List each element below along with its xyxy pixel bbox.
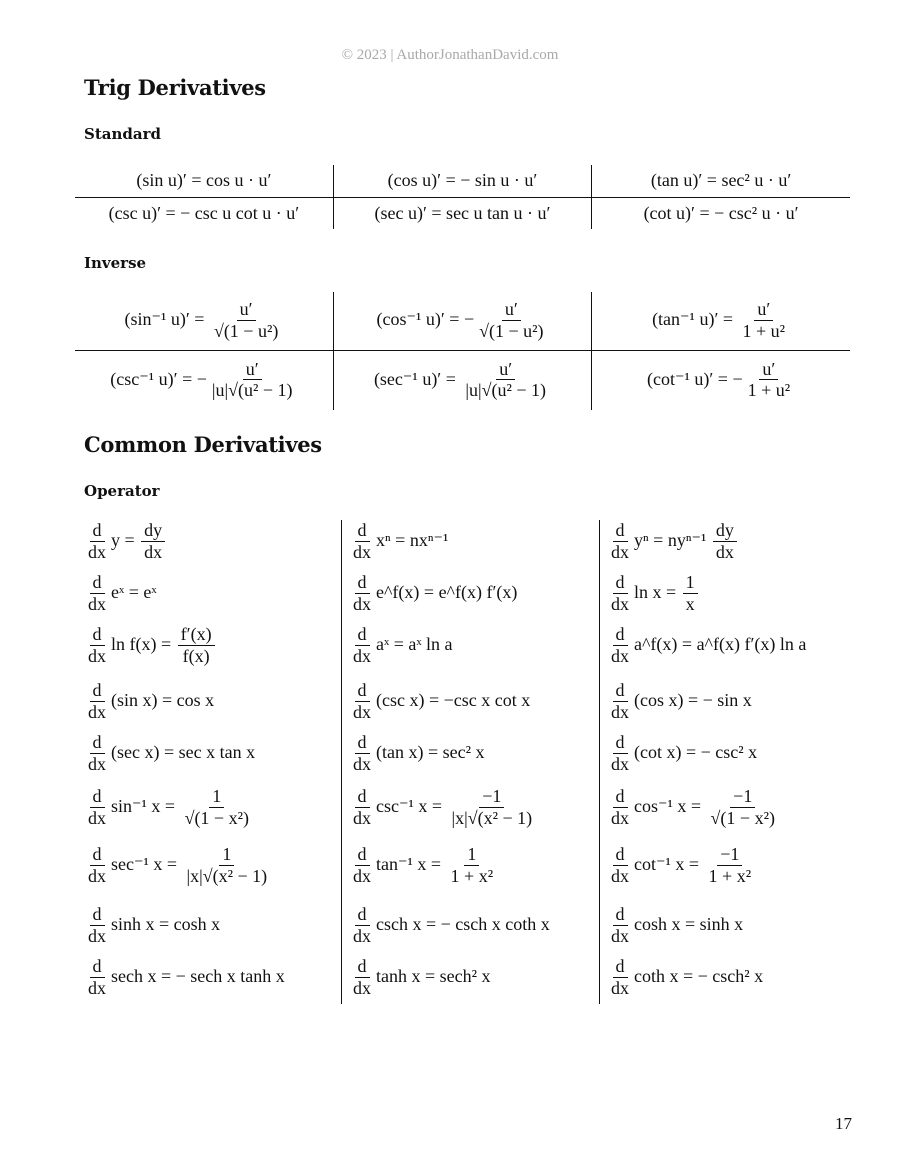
formula-text: cos⁻¹ x = [634, 795, 702, 816]
subsection-title-operator: Operator [84, 482, 160, 500]
derivative-formula [600, 680, 752, 723]
section-title-trig-derivatives: Trig Derivatives [84, 75, 266, 100]
formula-cell: (tan⁻¹ u)′ = $\frac{u'}{\text{1 + u²}}$ [592, 292, 850, 350]
d-dx-operator: $\frac{d}{dx}$ [353, 844, 371, 886]
formula-cell: (cot u)′ = − csc² u · u′ [592, 197, 850, 229]
formula-text: eˣ = eˣ [111, 581, 157, 602]
d-dx-operator: $\frac{d}{dx}$ [88, 904, 106, 946]
derivative-formula [342, 680, 530, 723]
derivative-formula [600, 732, 757, 775]
formula-text: tanh x = sech² x [376, 965, 491, 986]
formula-text: (sec x) = sec x tan x [111, 741, 256, 762]
derivative-formula [600, 904, 743, 947]
formula-cell: (cot⁻¹ u)′ = − $\frac{u'}{\text{1 + u²}}$ [592, 350, 850, 410]
subsection-title-standard: Standard [84, 125, 161, 143]
derivative-formula [342, 520, 448, 563]
formula-text: csch x = − csch x coth x [376, 913, 550, 934]
formula-text: coth x = − csch² x [634, 965, 764, 986]
derivative-formula [342, 732, 485, 775]
d-dx-operator: $\frac{d}{dx}$ [353, 680, 371, 722]
formula-text: aˣ = aˣ ln a [376, 633, 453, 654]
formula-fraction: $\frac{1}{\text{√(1 − x²)}}$ [184, 786, 249, 828]
formula-text: y = [111, 529, 135, 550]
d-dx-operator: $\frac{d}{dx}$ [88, 786, 106, 828]
derivative-formula [600, 572, 700, 615]
formula-text: yⁿ = nyⁿ⁻¹ [634, 529, 707, 550]
formula-text: (csc x) = −csc x cot x [376, 689, 531, 710]
d-dx-operator: $\frac{d}{dx}$ [353, 572, 371, 614]
formula-text: sinh x = cosh x [111, 913, 221, 934]
formula-cell: (sec u)′ = sec u tan u · u′ [333, 197, 591, 229]
d-dx-operator: $\frac{d}{dx}$ [611, 624, 629, 666]
formula-text: (tan x) = sec² x [376, 741, 485, 762]
formula-text: sin⁻¹ x = [111, 795, 176, 816]
derivative-formula [83, 572, 157, 615]
formula-text: (sin x) = cos x [111, 689, 215, 710]
derivative-formula [600, 786, 780, 829]
formula-text: cosh x = sinh x [634, 913, 744, 934]
derivative-formula [342, 844, 498, 887]
derivative-formula [83, 786, 254, 829]
d-dx-operator: $\frac{d}{dx}$ [353, 624, 371, 666]
formula-text: ln x = [634, 581, 677, 602]
formula-fraction: $\frac{1}{\text{1 + x²}}$ [450, 844, 494, 886]
operator-derivatives-grid [75, 520, 850, 1004]
inverse-derivatives-table [75, 292, 850, 410]
d-dx-operator: $\frac{d}{dx}$ [88, 956, 106, 998]
formula-cell: (cos u)′ = − sin u · u′ [333, 165, 591, 197]
derivative-formula [342, 572, 517, 615]
derivative-formula [600, 956, 763, 999]
derivative-formula [83, 680, 214, 723]
d-dx-operator: $\frac{d}{dx}$ [88, 572, 106, 614]
d-dx-operator: $\frac{d}{dx}$ [88, 520, 106, 562]
derivative-formula [342, 956, 491, 999]
derivative-formula [342, 624, 453, 667]
formula-fraction: $\frac{-1}{\text{1 + x²}}$ [708, 844, 752, 886]
formula-text: sech x = − sech x tanh x [111, 965, 285, 986]
d-dx-operator: $\frac{d}{dx}$ [611, 956, 629, 998]
formula-cell: (sin⁻¹ u)′ = $\frac{u'}{\text{√(1 − u²)}}$ [124, 299, 279, 341]
formula-text: (cos x) = − sin x [634, 689, 752, 710]
formula-cell: (sec⁻¹ u)′ = $\frac{u'}{\text{|u|√(u² − 1)}}$ [333, 350, 591, 410]
derivative-formula [83, 520, 167, 563]
derivative-formula [600, 844, 756, 887]
formula-fraction: $\frac{1}{\text{|x|√(x² − 1)}}$ [186, 844, 268, 886]
formula-text: tan⁻¹ x = [376, 853, 442, 874]
subsection-title-inverse: Inverse [84, 254, 147, 272]
d-dx-operator: $\frac{d}{dx}$ [88, 680, 106, 722]
formula-text: e^f(x) = e^f(x) f′(x) [376, 581, 518, 602]
derivative-formula [83, 844, 272, 887]
operator-column-2 [341, 520, 550, 1004]
standard-derivatives-table [75, 165, 850, 229]
d-dx-operator: $\frac{d}{dx}$ [611, 732, 629, 774]
page-number: 17 [835, 1114, 852, 1133]
section-title-common-derivatives: Common Derivatives [84, 432, 322, 457]
d-dx-operator: $\frac{d}{dx}$ [353, 786, 371, 828]
d-dx-operator: $\frac{d}{dx}$ [611, 786, 629, 828]
derivative-formula [342, 904, 550, 947]
d-dx-operator: $\frac{d}{dx}$ [88, 732, 106, 774]
formula-text: csc⁻¹ x = [376, 795, 443, 816]
d-dx-operator: $\frac{d}{dx}$ [611, 904, 629, 946]
derivative-formula [83, 732, 255, 775]
formula-text: cot⁻¹ x = [634, 853, 700, 874]
formula-fraction: $\frac{f'(x)}{f(x)}$ [178, 624, 215, 667]
formula-text: a^f(x) = a^f(x) f′(x) ln a [634, 633, 807, 654]
d-dx-operator: $\frac{d}{dx}$ [353, 956, 371, 998]
derivative-formula [83, 904, 220, 947]
formula-cell: (tan u)′ = sec² u · u′ [592, 165, 850, 197]
formula-fraction: $\frac{1}{x}$ [683, 572, 698, 615]
derivative-formula [600, 624, 806, 667]
formula-cell: (sin u)′ = cos u · u′ [136, 170, 272, 191]
formula-text: sec⁻¹ x = [111, 853, 178, 874]
formula-cell: (csc⁻¹ u)′ = − $\frac{u'}{\text{|u|√(u² − 1)}}$ [75, 350, 333, 410]
formula-fraction: $\frac{dy}{dx}$ [713, 520, 737, 563]
d-dx-operator: $\frac{d}{dx}$ [611, 844, 629, 886]
operator-column-3 [599, 520, 807, 1004]
d-dx-operator: $\frac{d}{dx}$ [88, 844, 106, 886]
d-dx-operator: $\frac{d}{dx}$ [88, 624, 106, 666]
formula-fraction: $\frac{dy}{dx}$ [141, 520, 165, 563]
d-dx-operator: $\frac{d}{dx}$ [353, 732, 371, 774]
formula-cell: (csc u)′ = − csc u cot u · u′ [75, 197, 333, 229]
d-dx-operator: $\frac{d}{dx}$ [611, 572, 629, 614]
formula-fraction: $\frac{-1}{\text{|x|√(x² − 1)}}$ [451, 786, 533, 828]
formula-fraction: $\frac{-1}{\text{√(1 − x²)}}$ [710, 786, 775, 828]
derivative-formula [83, 956, 285, 999]
formula-cell: (cos⁻¹ u)′ = − $\frac{u'}{\text{√(1 − u²)}}$ [333, 292, 591, 350]
d-dx-operator: $\frac{d}{dx}$ [611, 680, 629, 722]
d-dx-operator: $\frac{d}{dx}$ [611, 520, 629, 562]
formula-text: ln f(x) = [111, 633, 172, 654]
formula-text: (cot x) = − csc² x [634, 741, 758, 762]
d-dx-operator: $\frac{d}{dx}$ [353, 904, 371, 946]
derivative-formula [83, 624, 217, 667]
d-dx-operator: $\frac{d}{dx}$ [353, 520, 371, 562]
formula-text: xⁿ = nxⁿ⁻¹ [376, 529, 449, 550]
derivative-formula [600, 520, 739, 563]
derivative-formula [342, 786, 537, 829]
page-header: © 2023 | AuthorJonathanDavid.com [341, 47, 559, 63]
